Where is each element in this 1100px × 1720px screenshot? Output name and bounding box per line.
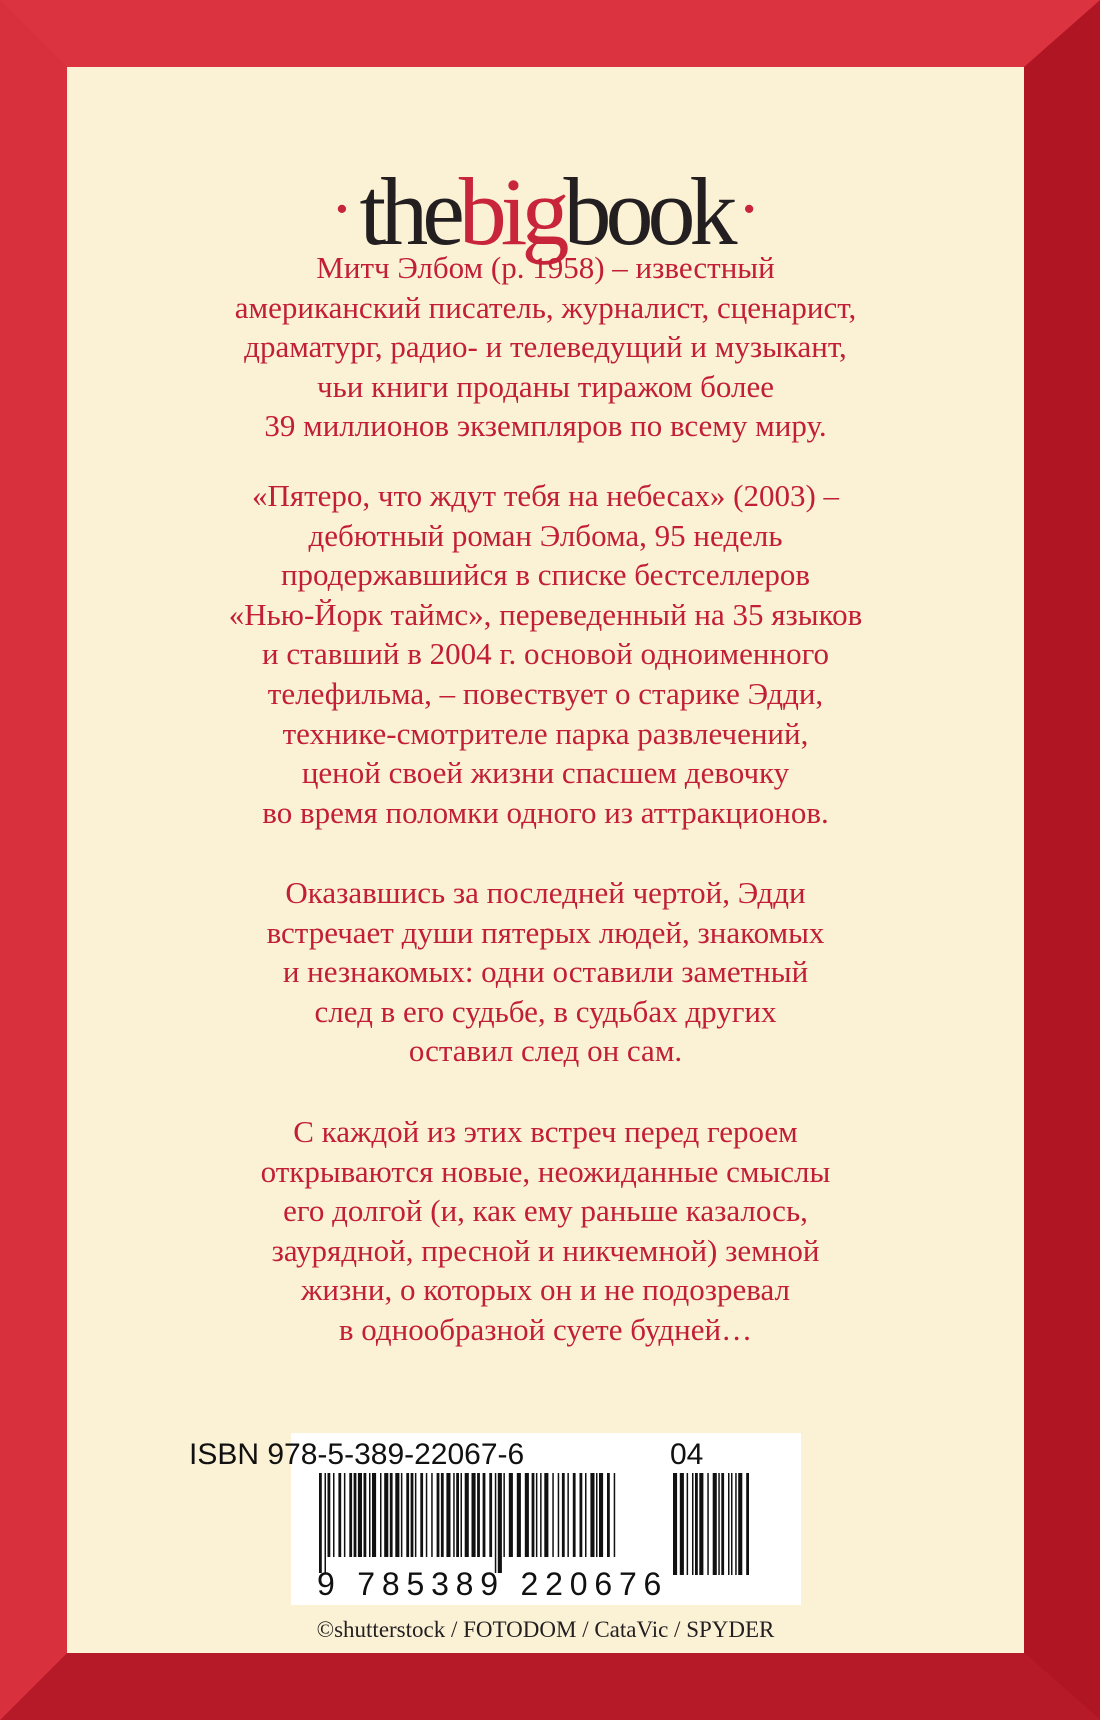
barcode-bar — [489, 1473, 492, 1557]
barcode-bar — [453, 1473, 455, 1557]
logo-word-big: big — [458, 158, 564, 265]
cover-panel — [67, 67, 1024, 1653]
barcode-bar — [406, 1473, 409, 1557]
barcode-bar — [607, 1473, 610, 1557]
barcode-bar — [721, 1473, 724, 1575]
barcode-bar — [446, 1473, 450, 1557]
barcode-bar — [532, 1473, 535, 1557]
barcode-bar — [596, 1473, 598, 1557]
text-line: дебютный роман Элбома, 95 недель — [308, 517, 783, 553]
barcode-bar — [477, 1473, 480, 1557]
barcode-bar — [614, 1473, 616, 1557]
logo-dot-left: · — [330, 171, 354, 248]
barcode-bar — [707, 1473, 709, 1575]
text-line: его долгой (и, как ему раньше казалось, — [283, 1193, 808, 1229]
barcode-bar — [483, 1473, 486, 1557]
barcode-bar — [456, 1473, 459, 1557]
barcode-bar — [585, 1473, 587, 1557]
barcode-bar — [325, 1473, 327, 1573]
barcode-bar — [372, 1473, 376, 1557]
ean-digits: 9 785389 220676 — [317, 1566, 669, 1602]
barcode-bar — [525, 1473, 529, 1557]
text-line: продержавшийся в списке бестселлеров — [280, 557, 811, 593]
text-line: телефильма, – повествует о старике Эдди, — [267, 675, 824, 711]
barcode-bar — [338, 1473, 341, 1557]
barcode-bar — [735, 1473, 737, 1575]
logo-word-the: the — [359, 158, 459, 265]
barcode-bar — [498, 1473, 502, 1573]
barcode-bar — [558, 1473, 560, 1557]
barcode-bar — [738, 1473, 742, 1575]
text-line: ценой своей жизни спасшем девочку — [301, 755, 790, 791]
barcode-bar — [536, 1473, 538, 1557]
text-line: чьи книги проданы тиражом более — [317, 368, 774, 404]
barcode-bar — [540, 1473, 542, 1557]
barcode-bar — [441, 1473, 444, 1557]
text-line: «Нью-Йорк таймс», переведенный на 35 языков — [228, 596, 863, 632]
text-line: жизни, о которых он и не подозревал — [301, 1272, 790, 1308]
barcode-bar — [713, 1473, 717, 1575]
text-line: С каждой из этих встреч перед героем — [293, 1114, 798, 1149]
barcode-bar — [395, 1473, 399, 1557]
barcode-bar — [384, 1473, 388, 1557]
isbn-label: ISBN 978-5-389-22067-6 — [189, 1438, 525, 1471]
barcode-bar — [544, 1473, 548, 1557]
barcode-bar — [328, 1473, 331, 1557]
barcode-bar — [415, 1473, 417, 1557]
barcode-bar — [517, 1473, 521, 1557]
barcode-bar — [401, 1473, 403, 1557]
text-line: и ставший в 2004 г. основой одноименного — [261, 636, 830, 672]
text-line: Оказавшись за последней чертой, Эдди — [285, 875, 806, 910]
barcode-bar — [354, 1473, 357, 1557]
barcode-bar — [731, 1473, 733, 1575]
barcode-bar — [728, 1473, 730, 1575]
barcode-bar — [590, 1473, 594, 1557]
barcode-bar — [503, 1473, 505, 1557]
barcode-bar — [472, 1473, 476, 1557]
text-line: встречает души пятерых людей, знакомых — [266, 914, 825, 950]
barcode-bar — [567, 1473, 569, 1557]
barcode-bar — [695, 1473, 698, 1575]
barcode-bar — [369, 1473, 371, 1557]
text-line: драматург, радио- и телеведущий и музыкант, — [244, 329, 847, 365]
barcode-bar — [746, 1473, 749, 1575]
barcode-bar — [509, 1473, 513, 1557]
logo-dot-right: · — [737, 171, 761, 248]
barcode-bar — [358, 1473, 362, 1557]
book-summary-paragraph — [117, 476, 974, 832]
text-line: и незнакомых: одни оставили заметный — [282, 954, 809, 990]
barcode-bar — [333, 1473, 335, 1557]
barcode-bar — [431, 1473, 433, 1557]
text-line: 39 миллионов экземпляров по всему миру. — [264, 408, 827, 444]
barcode-bar — [319, 1473, 322, 1573]
barcode-bar — [687, 1473, 689, 1575]
text-line: американский писатель, журналист, сценарист, — [234, 289, 857, 325]
barcode-bar — [692, 1473, 694, 1575]
text-line: оставил след он сам. — [408, 1033, 683, 1069]
barcode-bars — [319, 1473, 619, 1573]
barcode-bar — [364, 1473, 367, 1557]
barcode-bar — [680, 1473, 684, 1575]
barcode-bar — [573, 1473, 576, 1557]
text-line: Митч Элбом (р. 1958) – известный — [316, 250, 775, 285]
meaning-paragraph — [117, 1112, 974, 1350]
barcode-bar — [380, 1473, 382, 1557]
barcode-bar — [390, 1473, 393, 1557]
barcode-bar — [718, 1473, 720, 1575]
text-line: во время поломки одного из аттракционов. — [262, 794, 829, 830]
isbn-addon-code: 04 — [670, 1438, 704, 1471]
barcode-bar — [552, 1473, 554, 1557]
image-credit: ©shutterstock / FOTODOM / CataVic / SPYDER — [316, 1617, 775, 1642]
barcode-bar — [349, 1473, 352, 1557]
barcode-bar — [495, 1473, 497, 1573]
barcode-bar — [599, 1473, 603, 1557]
text-line: «Пятеро, что ждут тебя на небесах» (2003) – — [251, 478, 840, 513]
barcode-bar — [411, 1473, 414, 1557]
barcode-bar — [420, 1473, 423, 1557]
barcode-bar — [437, 1473, 440, 1557]
logo-word-book: book — [563, 158, 732, 265]
barcode-bar — [465, 1473, 469, 1557]
barcode-bar — [562, 1473, 565, 1557]
text-line: след в его судьбе, в судьбах других — [314, 993, 777, 1029]
barcode-bar — [580, 1473, 583, 1557]
barcode-bar — [673, 1473, 677, 1575]
author-bio-paragraph — [117, 248, 974, 446]
text-line: технике-смотрителе парка развлечений, — [282, 715, 809, 751]
plot-paragraph — [117, 873, 974, 1071]
text-line: заурядной, пресной и никчемной) земной — [271, 1232, 820, 1268]
text-line: открываются новые, неожиданные смыслы — [260, 1153, 831, 1189]
text-line: в однообразной суете будней… — [338, 1311, 753, 1347]
barcode-bar — [344, 1473, 346, 1557]
barcode-bar — [426, 1473, 428, 1557]
barcode-bar — [699, 1473, 703, 1575]
barcode-bar — [461, 1473, 463, 1557]
